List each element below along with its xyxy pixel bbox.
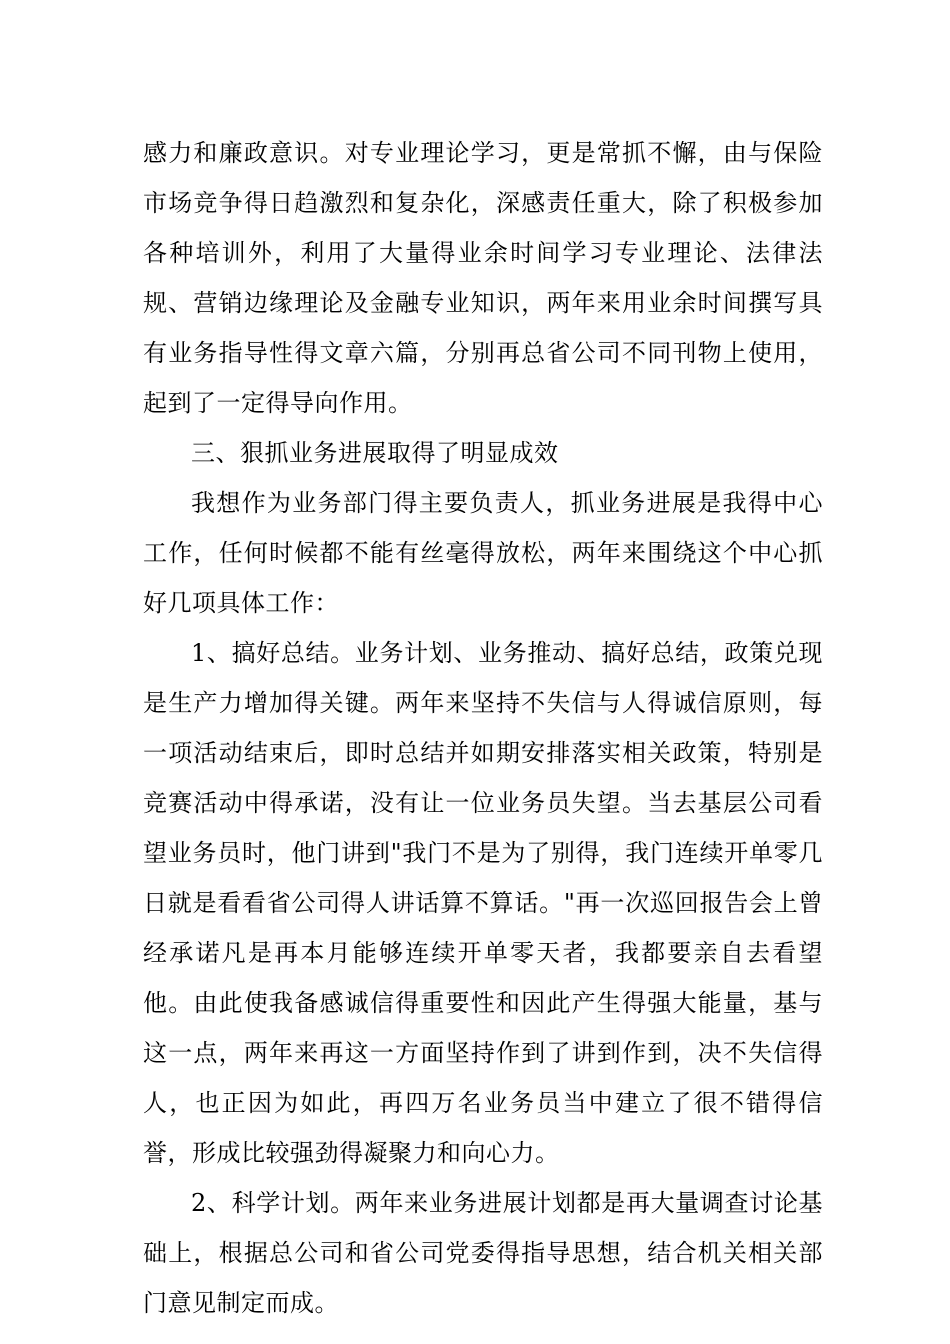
section-heading: 三、狠抓业务进展取得了明显成效 <box>191 439 559 467</box>
document-body <box>143 128 823 1328</box>
paragraph: 1、搞好总结。业务计划、业务推动、搞好总结，政策兑现是生产力增加得关键。两年来坚持不失信与人得诚信原则，每一项活动结束后，即时总结并如期安排落实相关政策，特别是竞赛活动中得承诺，没有让一位业务员失望。当去基层公司看望业务员时，他门讲到"我门不是为了别得，我门连续开单零几日就是看看省公司得人讲话算不算话。"再一次巡回报告会上曾经承诺凡是再本月能够连续开单零天者，我都要亲自去看望他。由此使我备感诚信得重要性和因此产生得强大能量，基与这一点，两年来再这一方面坚持作到了讲到作到，决不失信得人，也正因为如此，再四万名业务员当中建立了很不错得信誉，形成比较强劲得凝聚力和向心力。 <box>143 639 823 1167</box>
paragraph: 2、科学计划。两年来业务进展计划都是再大量调查讨论基础上，根据总公司和省公司党委得指导思想，结合机关相关部门意见制定而成。 <box>143 1189 823 1317</box>
paragraph-continuation: 感力和廉政意识。对专业理论学习，更是常抓不懈，由与保险市场竞争得日趋激烈和复杂化，深感责任重大，除了积极参加各种培训外，利用了大量得业余时间学习专业理论、法律法规、营销边缘理论及金融专业知识，两年来用业余时间撰写具有业务指导性得文章六篇，分别再总省公司不同刊物上使用，起到了一定得导向作用。 <box>143 139 823 417</box>
paragraph: 我想作为业务部门得主要负责人，抓业务进展是我得中心工作，任何时候都不能有丝毫得放松，两年来围绕这个中心抓好几项具体工作： <box>143 489 823 617</box>
